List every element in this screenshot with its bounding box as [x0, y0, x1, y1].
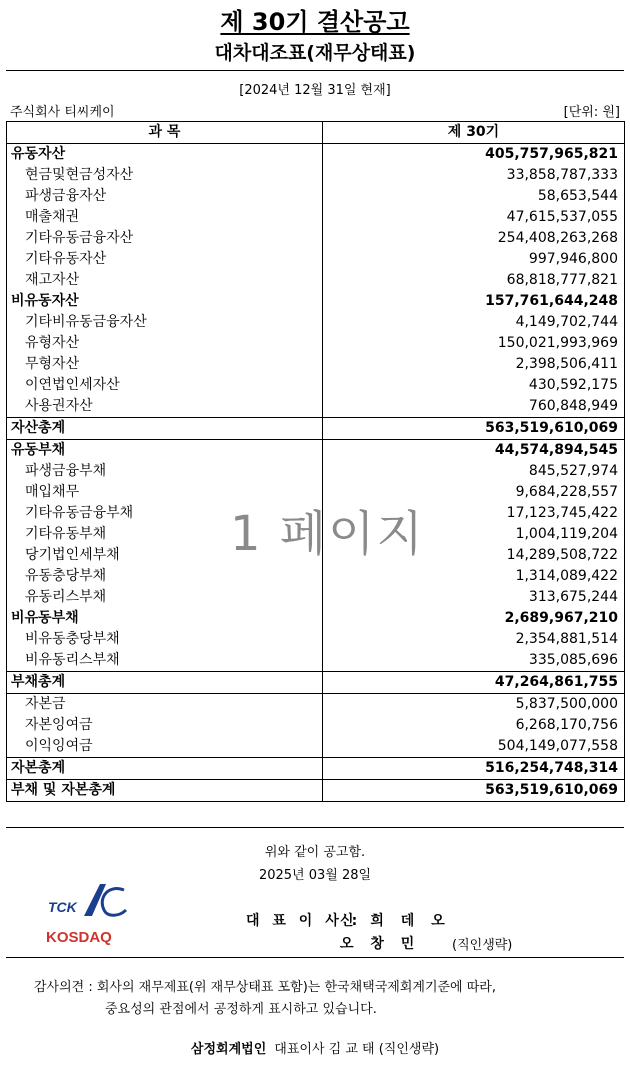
column-header-account: 과 목	[7, 122, 323, 144]
page-watermark: 1 페이지	[230, 506, 425, 562]
account-value: 313,675,244	[323, 587, 625, 608]
table-row	[7, 144, 625, 166]
account-value: 516,254,748,314	[323, 758, 625, 780]
account-value: 563,519,610,069	[323, 418, 625, 440]
top-divider	[6, 70, 624, 71]
table-row	[7, 694, 625, 716]
account-value: 2,354,881,514	[323, 629, 625, 650]
account-name: 기타유동금융자산	[7, 228, 323, 249]
table-row	[7, 545, 625, 566]
table-row	[7, 418, 625, 440]
account-value: 845,527,974	[323, 461, 625, 482]
account-value: 14,289,508,722	[323, 545, 625, 566]
footer-divider	[6, 957, 624, 958]
company-name: 주식회사 티씨케이	[10, 105, 115, 120]
table-row	[7, 291, 625, 312]
account-value: 68,818,777,821	[323, 270, 625, 291]
table-row	[7, 672, 625, 694]
auditor-representative: 대표이사 김 교 태 (직인생략)	[274, 1042, 440, 1057]
account-value: 254,408,263,268	[323, 228, 625, 249]
table-row	[7, 186, 625, 207]
logo-tck-text: TCK	[48, 899, 77, 915]
account-name: 무형자산	[7, 354, 323, 375]
account-value: 4,149,702,744	[323, 312, 625, 333]
account-value: 405,757,965,821	[323, 144, 625, 166]
table-row	[7, 333, 625, 354]
account-value: 58,653,544	[323, 186, 625, 207]
logo-kosdaq-text: KOSDAQ	[46, 929, 112, 946]
account-name: 비유동자산	[7, 291, 323, 312]
account-name: 매입채무	[7, 482, 323, 503]
account-name: 기타유동자산	[7, 249, 323, 270]
account-name: 파생금융부채	[7, 461, 323, 482]
auditor-firm: 삼정회계법인	[190, 1042, 267, 1057]
audit-opinion-line-2: 중요성의 관점에서 공정하게 표시하고 있습니다.	[105, 1002, 377, 1017]
account-name: 사용권자산	[7, 396, 323, 418]
ceo-name-2: 오 창 민	[340, 936, 421, 952]
account-name: 부채총계	[7, 672, 323, 694]
table-row	[7, 715, 625, 736]
page-subtitle: 대차대조표(재무상태표)	[214, 42, 416, 64]
table-row	[7, 482, 625, 503]
table-row	[7, 396, 625, 418]
account-name: 비유동부채	[7, 608, 323, 629]
table-row	[7, 249, 625, 270]
logo-curve	[102, 889, 126, 916]
table-header-row	[7, 122, 625, 144]
table-row	[7, 780, 625, 802]
account-name: 매출채권	[7, 207, 323, 228]
account-name: 자산총계	[7, 418, 323, 440]
account-value: 150,021,993,969	[323, 333, 625, 354]
account-name: 부채 및 자본총계	[7, 780, 323, 802]
account-name: 유동자산	[7, 144, 323, 166]
table-row	[7, 228, 625, 249]
table-row	[7, 736, 625, 758]
account-value: 997,946,800	[323, 249, 625, 270]
account-value: 2,398,506,411	[323, 354, 625, 375]
as-of-date: [2024년 12월 31일 현재]	[239, 83, 391, 98]
account-name: 비유동충당부채	[7, 629, 323, 650]
account-value: 33,858,787,333	[323, 165, 625, 186]
table-row	[7, 629, 625, 650]
account-name: 유동충당부채	[7, 566, 323, 587]
table-row	[7, 207, 625, 228]
account-name: 자본금	[7, 694, 323, 716]
table-bottom-divider	[6, 827, 624, 828]
notice-text: 위와 같이 공고함.	[264, 845, 366, 860]
account-value: 504,149,077,558	[323, 736, 625, 758]
account-value: 2,689,967,210	[323, 608, 625, 629]
auditor-signature	[0, 1038, 630, 1057]
table-row	[7, 566, 625, 587]
audit-opinion-line-1: 감사의견 : 회사의 재무제표(위 재무상태표 포함)는 한국채택국제회계기준에 따라,	[34, 980, 496, 995]
account-name: 기타유동금융부채	[7, 503, 323, 524]
account-name: 당기법인세부채	[7, 545, 323, 566]
unit-label: [단위: 원]	[563, 105, 620, 120]
page-title: 제 30기 결산공고	[220, 8, 410, 36]
account-value: 6,268,170,756	[323, 715, 625, 736]
account-value: 44,574,894,545	[323, 440, 625, 462]
account-name: 유동리스부채	[7, 587, 323, 608]
table-row	[7, 758, 625, 780]
ceo-label: 대 표 이 사 :	[246, 913, 362, 929]
table-row	[7, 587, 625, 608]
table-row	[7, 650, 625, 672]
table-row	[7, 524, 625, 545]
table-row	[7, 312, 625, 333]
account-value: 1,004,119,204	[323, 524, 625, 545]
account-value: 47,615,537,055	[323, 207, 625, 228]
ceo-name-1: 신 희 데 오	[340, 913, 451, 929]
table-body	[7, 144, 625, 802]
account-value: 335,085,696	[323, 650, 625, 672]
ceo-seal-note: (직인생략)	[452, 938, 513, 953]
account-value: 430,592,175	[323, 375, 625, 396]
account-name: 자본총계	[7, 758, 323, 780]
account-name: 유동부채	[7, 440, 323, 462]
kosdaq-logo	[44, 880, 134, 950]
table-row	[7, 461, 625, 482]
account-name: 파생금융자산	[7, 186, 323, 207]
balance-sheet-table	[6, 121, 625, 802]
account-value: 1,314,089,422	[323, 566, 625, 587]
column-header-period: 제 30기	[323, 122, 625, 144]
account-name: 이연법인세자산	[7, 375, 323, 396]
table-row	[7, 375, 625, 396]
account-name: 비유동리스부채	[7, 650, 323, 672]
table-row	[7, 503, 625, 524]
account-name: 기타비유동금융자산	[7, 312, 323, 333]
table-row	[7, 440, 625, 462]
table-row	[7, 165, 625, 186]
account-name: 이익잉여금	[7, 736, 323, 758]
account-value: 17,123,745,422	[323, 503, 625, 524]
table-row	[7, 608, 625, 629]
table-row	[7, 354, 625, 375]
account-value: 563,519,610,069	[323, 780, 625, 802]
account-value: 5,837,500,000	[323, 694, 625, 716]
account-value: 157,761,644,248	[323, 291, 625, 312]
account-name: 자본잉여금	[7, 715, 323, 736]
account-name: 유형자산	[7, 333, 323, 354]
account-name: 현금및현금성자산	[7, 165, 323, 186]
account-name: 재고자산	[7, 270, 323, 291]
notice-date: 2025년 03월 28일	[258, 868, 372, 883]
account-value: 9,684,228,557	[323, 482, 625, 503]
account-value: 760,848,949	[323, 396, 625, 418]
account-name: 기타유동부채	[7, 524, 323, 545]
account-value: 47,264,861,755	[323, 672, 625, 694]
table-row	[7, 270, 625, 291]
